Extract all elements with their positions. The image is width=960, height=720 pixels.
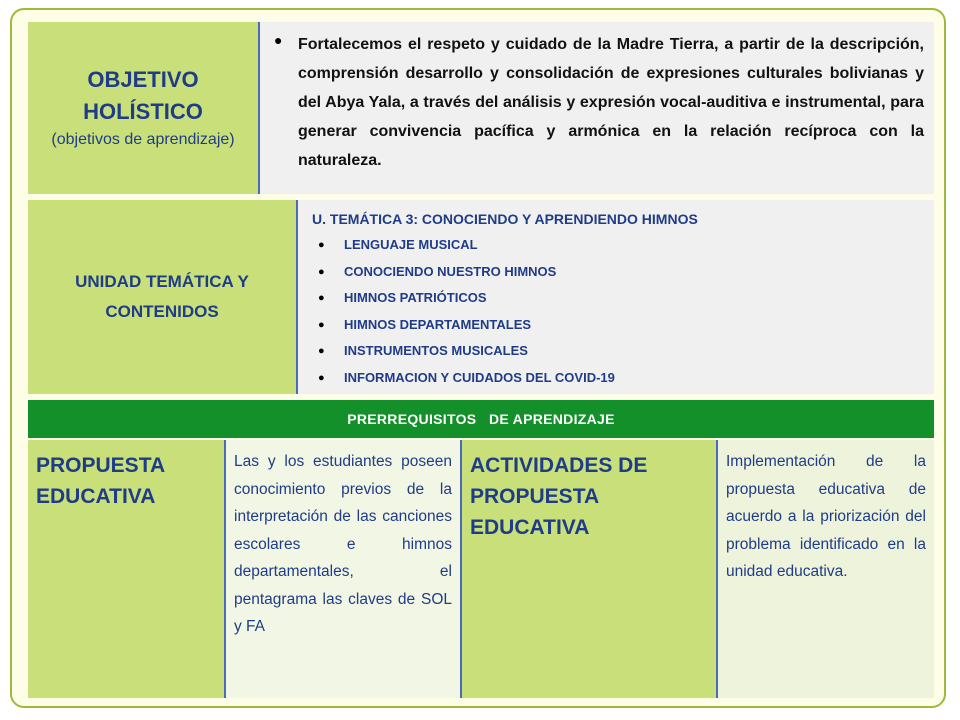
unidad-label-line2: CONTENIDOS — [105, 302, 219, 321]
actividades-label-cell — [462, 440, 716, 698]
unidad-content-cell — [296, 200, 934, 394]
topic-item — [312, 259, 934, 286]
propuesta-text: Las y los estudiantes poseen conocimiento previos de la interpretación de las canciones escolares e himnos departamentales, el pentagrama las claves de SOL y FA — [234, 453, 452, 635]
bullet-icon: ● — [318, 239, 325, 251]
bullet-icon: ● — [318, 318, 325, 331]
topic-item — [312, 232, 934, 259]
objetivo-label-cell — [28, 22, 258, 194]
objetivo-title: OBJETIVO HOLÍSTICO — [83, 67, 203, 124]
prerrequisitos-title: PRERREQUISITOS DE APRENDIZAJE — [347, 411, 615, 427]
topic-label: CONOCIENDO NUESTRO HIMNOS — [344, 263, 557, 279]
topic-label: INFORMACION Y CUIDADOS DEL COVID-19 — [344, 369, 615, 385]
topic-label: HIMNOS DEPARTAMENTALES — [344, 316, 532, 332]
propuesta-text-cell — [224, 440, 462, 698]
propuesta-label-cell — [28, 440, 224, 698]
topic-item — [312, 365, 934, 392]
actividades-label: ACTIVIDADES DE PROPUESTA EDUCATIVA — [470, 454, 648, 539]
actividades-text: Implementación de la propuesta educativa de acuerdo a la priorización del problema identificado en la unidad educativa. — [726, 453, 926, 580]
topic-label: HIMNOS PATRIÓTICOS — [344, 290, 487, 305]
unidad-heading: U. TEMÁTICA 3: CONOCIENDO Y APRENDIENDO HIMNOS — [312, 211, 698, 227]
bullet-icon: ● — [318, 292, 325, 304]
objetivo-text-cell — [258, 22, 934, 194]
prerrequisitos-header — [28, 400, 934, 438]
actividades-text-cell — [716, 440, 934, 698]
bullet-icon: ● — [318, 265, 325, 278]
objetivo-subtitle: (objetivos de aprendizaje) — [51, 131, 235, 148]
unidad-label-line1: UNIDAD TEMÁTICA Y — [75, 272, 249, 291]
topic-item — [312, 285, 934, 312]
bullet-icon: ● — [318, 371, 325, 384]
unidad-label-cell — [28, 200, 296, 394]
topic-label: LENGUAJE MUSICAL — [344, 237, 478, 252]
topic-label: INSTRUMENTOS MUSICALES — [344, 343, 528, 358]
topic-item — [312, 338, 934, 365]
objetivo-text: Fortalecemos el respeto y cuidado de la Madre Tierra, a partir de la descripción, comprensión desarrollo y consolidación de expresiones culturales bolivianas y del Abya Yala, a través del análisis y expresión vocal-auditiva e instrumental, para generar convivencia pacífica y armónica en la relación recíproca con la naturaleza. — [298, 36, 924, 169]
topic-item — [312, 312, 934, 339]
bullet-icon: ● — [318, 345, 325, 357]
propuesta-label: PROPUESTA EDUCATIVA — [36, 454, 165, 508]
bullet-icon: ● — [274, 32, 283, 48]
